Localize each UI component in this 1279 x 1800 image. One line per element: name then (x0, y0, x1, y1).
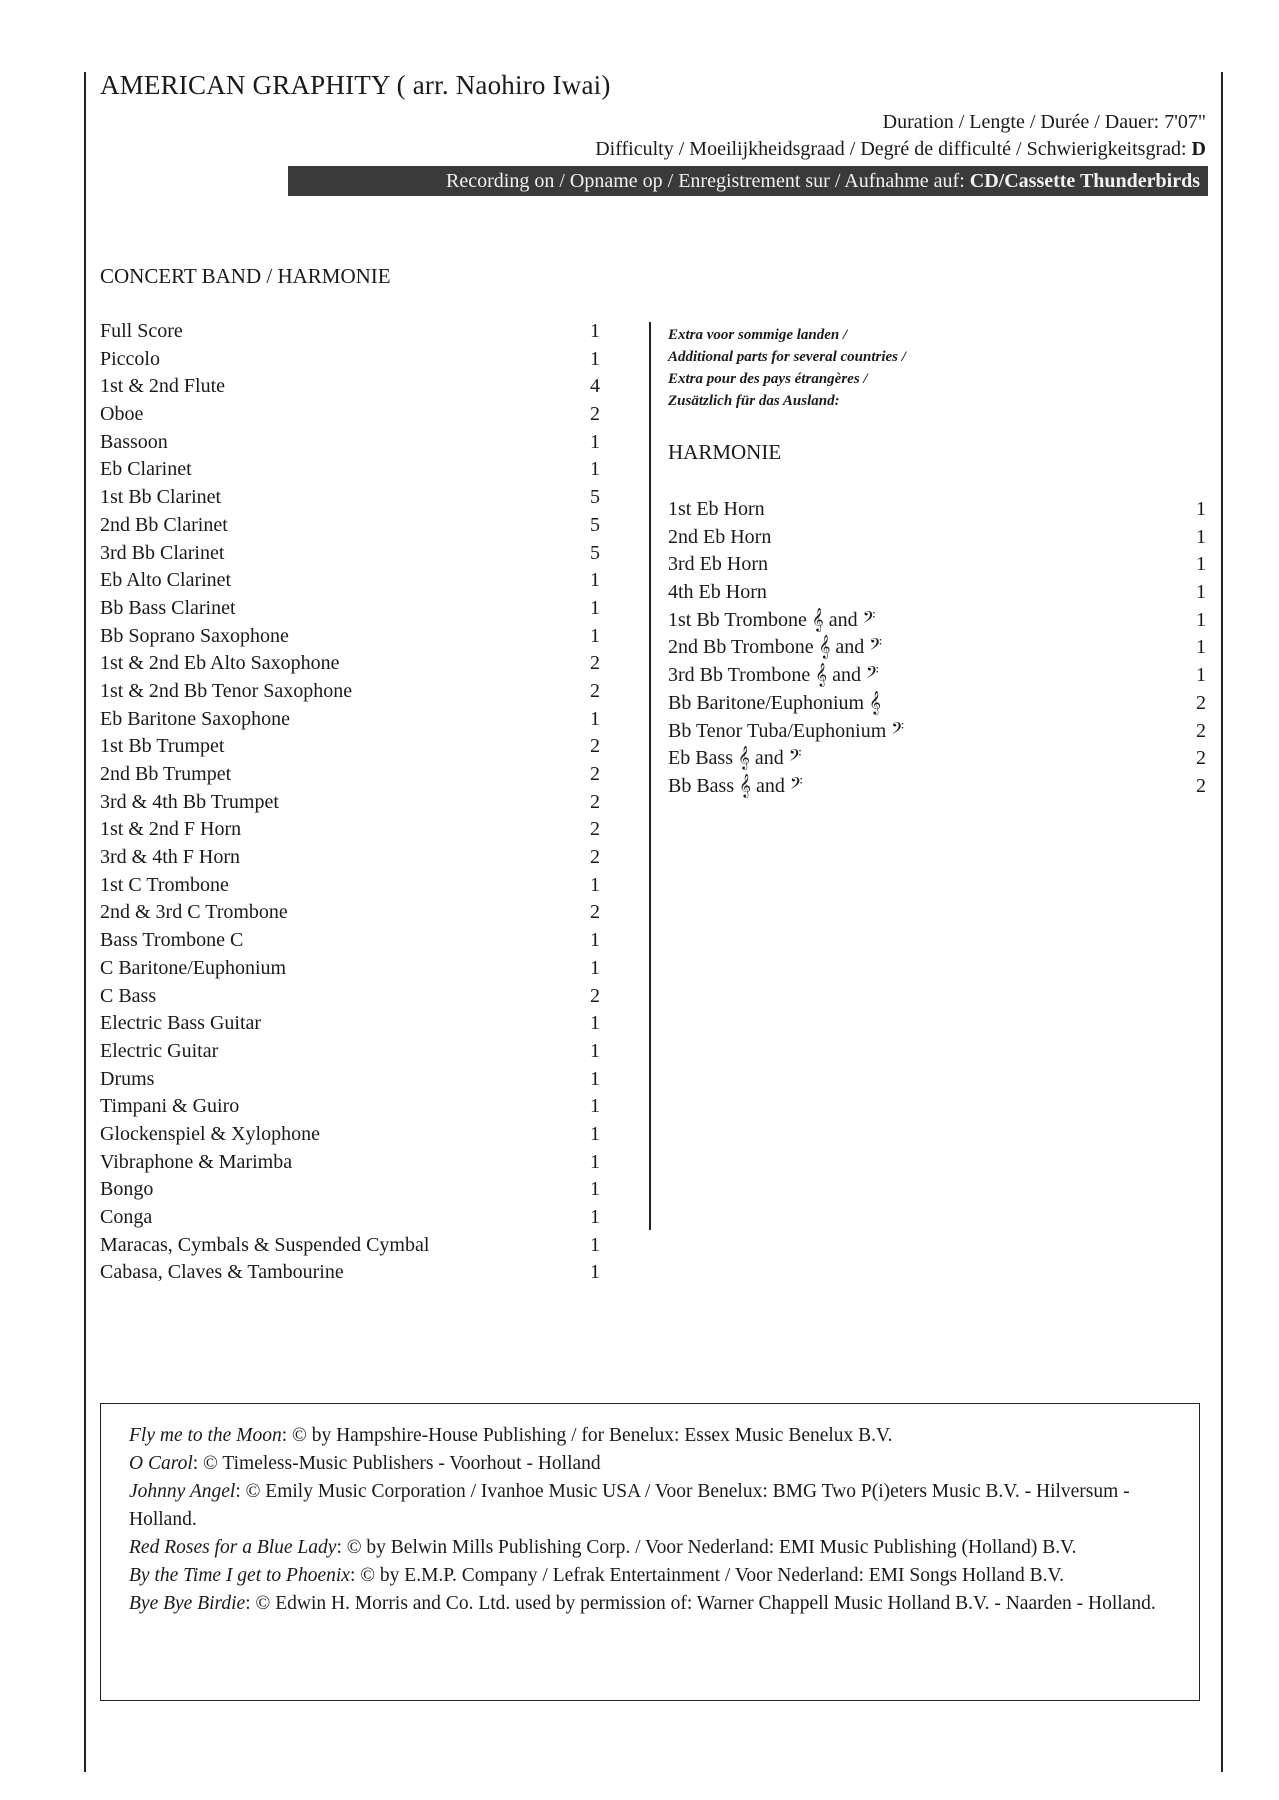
part-quantity: 2 (590, 901, 600, 924)
part-quantity: 1 (590, 1012, 600, 1035)
part-row (100, 623, 605, 651)
song-title: O Carol (129, 1453, 193, 1474)
part-quantity: 4 (590, 375, 600, 398)
part-name: 1st Bb Trumpet (100, 735, 225, 758)
part-quantity: 1 (1196, 664, 1206, 687)
part-row (100, 927, 605, 955)
part-row (100, 373, 605, 401)
part-name: 3rd Eb Horn (668, 553, 768, 576)
part-row (100, 484, 605, 512)
part-row (100, 789, 605, 817)
part-quantity: 2 (590, 652, 600, 675)
part-name: 2nd Bb Clarinet (100, 513, 228, 536)
part-name: Timpani & Guiro (100, 1095, 240, 1118)
part-quantity: 1 (590, 1095, 600, 1118)
part-quantity: 1 (590, 1178, 600, 1201)
part-quantity: 1 (590, 320, 600, 342)
copyright-text: : © Emily Music Corporation / Ivanhoe Music USA / Voor Benelux: BMG Two P(i)eters Music B.V. - Hilversum - Holland. (129, 1481, 1130, 1530)
copyright-entry (129, 1534, 1171, 1562)
part-row (100, 899, 605, 927)
part-name: Eb Bass 𝄞 and 𝄢 (668, 747, 802, 770)
part-name: Electric Guitar (100, 1039, 219, 1062)
part-quantity: 2 (590, 735, 600, 758)
part-row (100, 1121, 605, 1149)
part-quantity: 2 (1196, 691, 1206, 714)
copyright-text: : © by Belwin Mills Publishing Corp. / Voor Nederland: EMI Music Publishing (Holland) B.V. (336, 1537, 1077, 1558)
part-row (100, 983, 605, 1011)
harmonie-parts-list (668, 496, 1206, 801)
part-quantity: 2 (590, 984, 600, 1007)
part-name: Eb Baritone Saxophone (100, 707, 290, 730)
copyright-entry (129, 1562, 1171, 1590)
part-quantity: 2 (1196, 719, 1206, 742)
part-quantity: 1 (590, 1039, 600, 1062)
part-row (100, 567, 605, 595)
part-name: 1st & 2nd Flute (100, 375, 226, 398)
part-quantity: 2 (1196, 747, 1206, 770)
copyright-box (100, 1403, 1200, 1701)
part-quantity: 1 (590, 1067, 600, 1090)
part-name: Drums (100, 1067, 155, 1090)
column-divider (649, 322, 651, 1230)
part-row (100, 1066, 605, 1094)
copyright-entry (129, 1478, 1171, 1534)
part-quantity: 1 (1196, 498, 1206, 520)
part-name: Bb Baritone/Euphonium 𝄞 (668, 691, 881, 714)
part-name: Bassoon (100, 430, 168, 453)
part-quantity: 1 (1196, 553, 1206, 576)
part-name: 1st C Trombone (100, 873, 229, 896)
difficulty-label: Difficulty / Moeilijkheidsgraad / Degré de difficulté / Schwierigkeitsgrad: (595, 138, 1187, 160)
difficulty-value: D (1191, 138, 1206, 160)
part-name: 2nd Bb Trombone 𝄞 and 𝄢 (668, 636, 883, 659)
part-row (100, 401, 605, 429)
part-quantity: 2 (590, 818, 600, 841)
part-name: 3rd & 4th Bb Trumpet (100, 790, 279, 813)
part-row (100, 872, 605, 900)
part-row (668, 690, 1206, 718)
duration-value: 7'07" (1164, 111, 1206, 133)
part-row (100, 1259, 605, 1287)
part-quantity: 2 (590, 790, 600, 813)
part-row (100, 1093, 605, 1121)
part-row (100, 844, 605, 872)
part-name: Vibraphone & Marimba (100, 1150, 293, 1173)
recording-label: Recording on / Opname op / Enregistrement sur / Aufnahme auf: (446, 170, 965, 192)
part-name: Bb Bass 𝄞 and 𝄢 (668, 774, 803, 797)
part-name: Eb Clarinet (100, 458, 192, 481)
part-row (668, 524, 1206, 552)
extra-note-line: Zusätzlich für das Ausland: (668, 393, 840, 409)
part-name: Cabasa, Claves & Tambourine (100, 1261, 344, 1284)
part-row (100, 1176, 605, 1204)
part-name: 3rd Bb Trombone 𝄞 and 𝄢 (668, 664, 879, 687)
part-row (668, 496, 1206, 524)
part-name: 4th Eb Horn (668, 581, 767, 604)
part-row (668, 718, 1206, 746)
part-name: Maracas, Cymbals & Suspended Cymbal (100, 1233, 430, 1256)
part-row (100, 540, 605, 568)
left-margin-rule (84, 72, 86, 1772)
part-quantity: 1 (590, 1261, 600, 1284)
part-name: 2nd Bb Trumpet (100, 763, 232, 785)
part-quantity: 1 (1196, 581, 1206, 604)
extra-note-line: Extra voor sommige landen / (668, 327, 848, 343)
part-row (100, 678, 605, 706)
song-title: Red Roses for a Blue Lady (129, 1537, 337, 1558)
part-name: Bb Soprano Saxophone (100, 624, 289, 647)
copyright-text: : © by E.M.P. Company / Lefrak Entertainment / Voor Nederland: EMI Songs Holland B.V. (349, 1565, 1064, 1586)
part-row (100, 595, 605, 623)
part-row (100, 1232, 605, 1260)
part-row (100, 346, 605, 374)
part-name: Eb Alto Clarinet (100, 569, 232, 592)
part-quantity: 2 (590, 403, 600, 426)
part-quantity: 2 (590, 846, 600, 869)
recording-value: CD/Cassette Thunderbirds (969, 170, 1200, 192)
part-row (100, 650, 605, 678)
concert-band-title: CONCERT BAND / HARMONIE (100, 264, 391, 288)
part-row (668, 634, 1206, 662)
part-quantity: 1 (1196, 636, 1206, 659)
part-quantity: 2 (1196, 774, 1206, 797)
part-quantity: 1 (590, 956, 600, 979)
part-name: 1st & 2nd F Horn (100, 818, 242, 841)
part-row (100, 816, 605, 844)
part-name: Conga (100, 1206, 153, 1228)
part-row (100, 1204, 605, 1232)
song-title: Bye Bye Birdie (129, 1593, 246, 1614)
part-quantity: 2 (590, 763, 600, 785)
part-name: 3rd Bb Clarinet (100, 541, 225, 564)
copyright-text: : © Edwin H. Morris and Co. Ltd. used by permission of: Warner Chappell Music Holland B.V. - Naarden - Holland. (245, 1593, 1156, 1614)
part-name: 1st Bb Clarinet (100, 486, 222, 509)
part-row (100, 1149, 605, 1177)
part-name: 1st Bb Trombone 𝄞 and 𝄢 (668, 608, 876, 631)
right-margin-rule (1221, 72, 1223, 1772)
part-name: Full Score (100, 320, 183, 342)
part-name: Piccolo (100, 347, 160, 370)
part-quantity: 1 (590, 707, 600, 730)
copyright-entry (129, 1590, 1171, 1618)
part-row (100, 706, 605, 734)
concert-band-parts-list (100, 318, 605, 1287)
part-row (100, 512, 605, 540)
song-title: Fly me to the Moon (129, 1425, 282, 1446)
part-quantity: 1 (590, 1150, 600, 1173)
harmonie-title: HARMONIE (668, 440, 782, 464)
part-name: 1st & 2nd Bb Tenor Saxophone (100, 679, 353, 702)
part-name: 3rd & 4th F Horn (100, 846, 240, 869)
part-name: Bass Trombone C (100, 929, 244, 952)
duration-label: Duration / Lengte / Durée / Dauer: (882, 111, 1160, 133)
part-quantity: 1 (590, 1122, 600, 1145)
part-row (100, 1010, 605, 1038)
extra-parts-note (668, 324, 906, 412)
part-name: 2nd & 3rd C Trombone (100, 901, 288, 924)
part-name: C Bass (100, 984, 157, 1007)
copyright-text: : © Timeless-Music Publishers - Voorhout - Holland (192, 1453, 601, 1474)
part-row (100, 318, 605, 346)
recording-banner (288, 166, 1208, 196)
part-quantity: 5 (590, 513, 600, 536)
part-quantity: 2 (590, 679, 600, 702)
part-quantity: 5 (590, 486, 600, 509)
difficulty-line (595, 138, 1206, 161)
copyright-entry (129, 1450, 1171, 1478)
part-quantity: 1 (590, 569, 600, 592)
part-row (668, 773, 1206, 801)
part-name: C Baritone/Euphonium (100, 956, 287, 979)
part-row (668, 745, 1206, 773)
part-name: Bb Tenor Tuba/Euphonium 𝄢 (668, 719, 905, 742)
part-quantity: 1 (590, 458, 600, 481)
part-quantity: 1 (590, 430, 600, 453)
part-row (100, 761, 605, 789)
part-quantity: 1 (590, 347, 600, 370)
song-title: By the Time I get to Phoenix (129, 1565, 350, 1586)
part-name: 1st Eb Horn (668, 498, 765, 520)
song-title: Johnny Angel (129, 1481, 236, 1502)
part-quantity: 1 (590, 1233, 600, 1256)
part-quantity: 1 (590, 624, 600, 647)
part-name: Oboe (100, 403, 144, 426)
part-quantity: 1 (1196, 525, 1206, 548)
extra-note-line: Extra pour des pays étrangères / (668, 371, 868, 387)
part-quantity: 1 (1196, 608, 1206, 631)
page-title: AMERICAN GRAPHITY ( arr. Naohiro Iwai) (100, 70, 611, 100)
part-name: Bongo (100, 1178, 154, 1201)
part-row (100, 955, 605, 983)
part-name: Electric Bass Guitar (100, 1012, 262, 1035)
part-name: Bb Bass Clarinet (100, 596, 236, 619)
part-quantity: 1 (590, 596, 600, 619)
part-row (100, 429, 605, 457)
part-quantity: 1 (590, 873, 600, 896)
part-name: 1st & 2nd Eb Alto Saxophone (100, 652, 340, 675)
duration-line (883, 111, 1206, 134)
extra-note-line: Additional parts for several countries / (668, 349, 906, 365)
part-name: Glockenspiel & Xylophone (100, 1122, 320, 1145)
copyright-entry (129, 1422, 1171, 1450)
copyright-text: : © by Hampshire-House Publishing / for Benelux: Essex Music Benelux B.V. (281, 1425, 893, 1446)
part-quantity: 5 (590, 541, 600, 564)
part-name: 2nd Eb Horn (668, 525, 772, 548)
part-row (100, 733, 605, 761)
part-row (100, 456, 605, 484)
part-quantity: 1 (590, 1206, 600, 1228)
part-row (668, 551, 1206, 579)
part-row (668, 662, 1206, 690)
part-quantity: 1 (590, 929, 600, 952)
part-row (100, 1038, 605, 1066)
part-row (668, 607, 1206, 635)
part-row (668, 579, 1206, 607)
